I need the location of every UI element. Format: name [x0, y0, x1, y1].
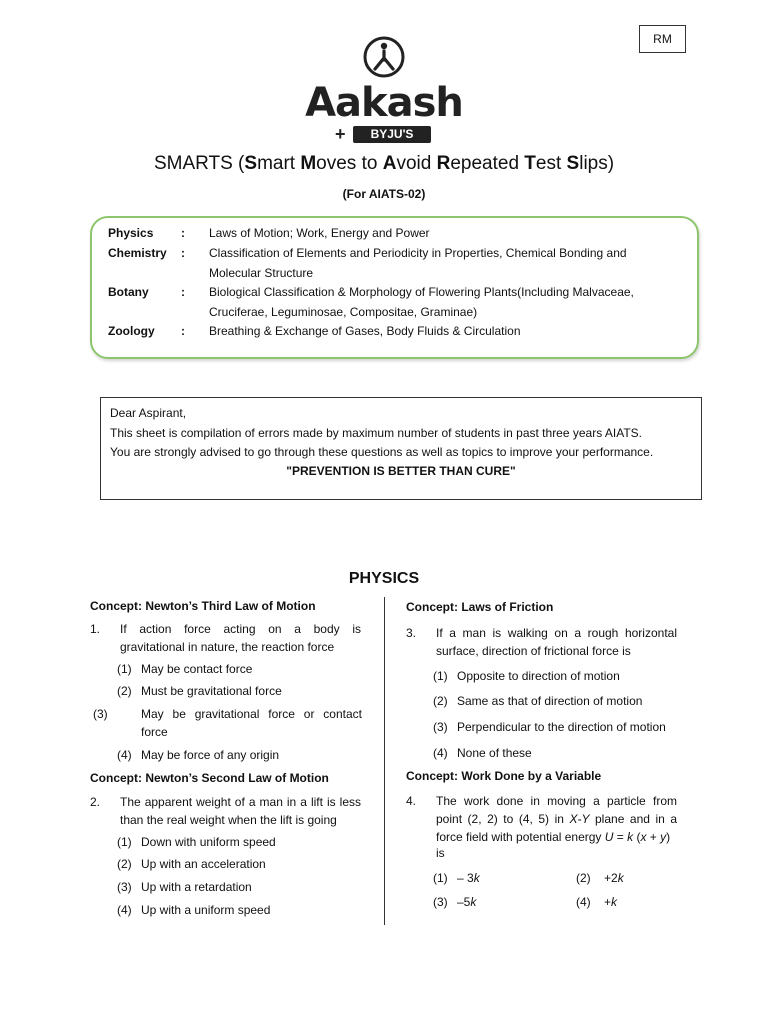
- question-text-end: is: [436, 846, 445, 860]
- subject-label: Chemistry: [108, 246, 167, 260]
- concept-heading: Concept: Newton’s Second Law of Motion: [90, 771, 329, 785]
- colon: :: [181, 226, 185, 240]
- aakash-emblem-icon: [305, 34, 463, 82]
- aspirant-note-box: [100, 397, 702, 500]
- question-number: 3.: [406, 626, 417, 640]
- colon: :: [181, 246, 185, 260]
- answer-option: (4) +k: [576, 895, 618, 909]
- answer-option: (3) –5k: [433, 895, 477, 909]
- question-text: The work done in moving a particle from point (2, 2) to (4, 5) in X-Y plane and in a force field with potential energy U = k (x + y): [436, 794, 677, 844]
- column-divider: [384, 597, 385, 925]
- subject-label: Physics: [108, 226, 154, 240]
- answer-option: (4) Up with a uniform speed: [117, 903, 271, 917]
- answer-option: (1) Opposite to direction of motion: [433, 669, 620, 683]
- topic-text: Breathing & Exchange of Gases, Body Fluids & Circulation: [209, 324, 521, 338]
- answer-option: (1) Down with uniform speed: [117, 835, 276, 849]
- question-text: If action force acting on a body is gravitational in nature, the reaction force: [120, 622, 361, 654]
- note-motto: "PREVENTION IS BETTER THAN CURE": [286, 464, 516, 478]
- topic-text: Biological Classification & Morphology of Flowering Plants(Including Malvaceae, Cruciferae, Leguminosae, Compositae, Graminae): [209, 285, 634, 319]
- aakash-byjus-logo: [305, 34, 463, 146]
- answer-option: (2) Must be gravitational force: [117, 684, 282, 698]
- topic-text: Laws of Motion; Work, Energy and Power: [209, 226, 430, 240]
- answer-option: (3) Perpendicular to the direction of motion: [433, 720, 666, 734]
- concept-heading: Concept: Newton’s Third Law of Motion: [90, 599, 316, 613]
- question-text: The apparent weight of a man in a lift is less than the real weight when the lift is going: [120, 795, 361, 827]
- answer-option: (2) Same as that of direction of motion: [433, 694, 643, 708]
- answer-option: (2) +2k: [576, 871, 624, 885]
- colon: :: [181, 324, 185, 338]
- logo-wordmark: Aakash: [305, 80, 463, 126]
- rm-label: RM: [639, 25, 686, 53]
- answer-option: (4) None of these: [433, 746, 532, 760]
- question-number: 1.: [90, 622, 101, 636]
- question-number: 4.: [406, 794, 417, 808]
- question-text: If a man is walking on a rough horizontal surface, direction of frictional force is: [436, 626, 677, 658]
- answer-option: (1) May be contact force: [117, 662, 253, 676]
- note-line-2: You are strongly advised to go through these questions as well as topics to improve your performance.: [110, 445, 654, 459]
- subject-label: Botany: [108, 285, 149, 299]
- answer-option: (2) Up with an acceleration: [117, 857, 266, 871]
- answer-option: (3) Up with a retardation: [117, 880, 252, 894]
- answer-option: (4) May be force of any origin: [117, 748, 280, 762]
- section-heading: PHYSICS: [348, 570, 420, 587]
- colon: :: [181, 285, 185, 299]
- topic-text: Classification of Elements and Periodicity in Properties, Chemical Bonding and Molecular Structure: [209, 246, 627, 280]
- subject-label: Zoology: [108, 324, 155, 338]
- logo-plus: +: [335, 124, 346, 144]
- page-title: SMARTS (Smart Moves to Avoid Repeated Test Slips): [153, 153, 615, 174]
- answer-option: (1) – 3k: [433, 871, 480, 885]
- concept-heading: Concept: Laws of Friction: [406, 600, 554, 614]
- concept-heading: Concept: Work Done by a Variable: [406, 769, 602, 783]
- question-number: 2.: [90, 795, 101, 809]
- syllabus-box: [90, 216, 699, 359]
- note-greeting: Dear Aspirant,: [110, 406, 187, 420]
- page-subtitle: (For AIATS-02): [342, 187, 426, 201]
- answer-option: (3) May be gravitational force or contact force: [93, 707, 362, 739]
- byjus-badge: BYJU'S: [353, 126, 431, 143]
- note-line-1: This sheet is compilation of errors made by maximum number of students in past three years AIATS.: [110, 426, 643, 440]
